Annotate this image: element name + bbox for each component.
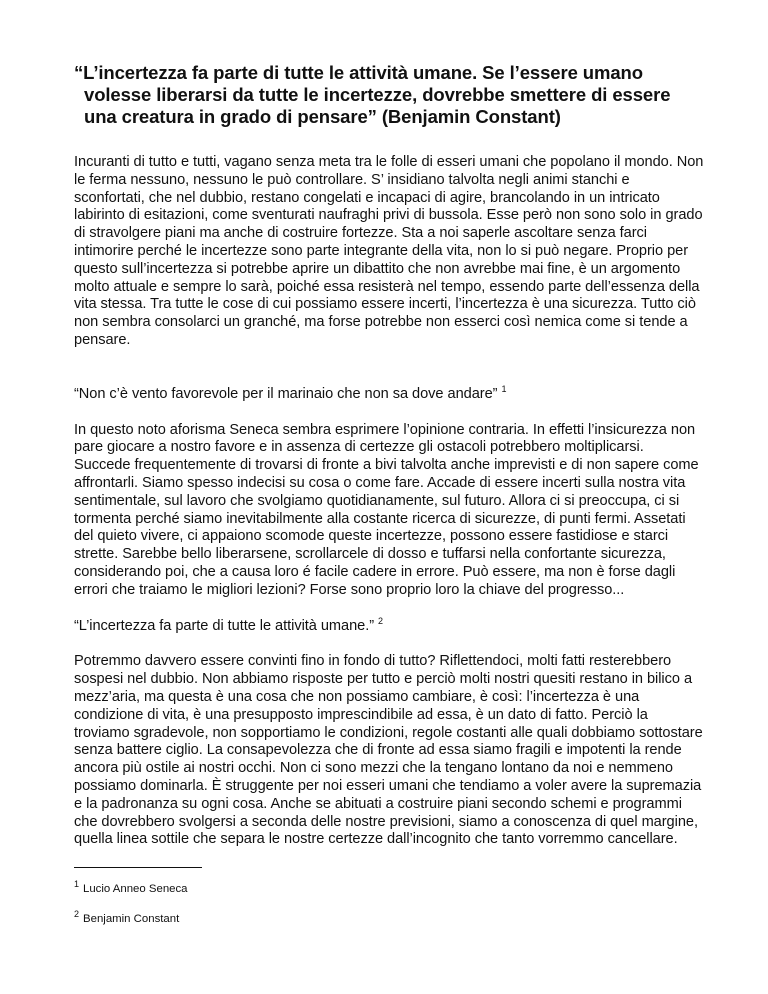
quote-constant-text: “L’incertezza fa parte di tutte le attività umane.” bbox=[74, 617, 375, 634]
footnote-2-text: Benjamin Constant bbox=[83, 913, 180, 926]
quote-constant bbox=[74, 615, 704, 636]
footnote-divider bbox=[74, 867, 202, 868]
footnote-2-number: 2 bbox=[74, 909, 80, 920]
footnote-1 bbox=[74, 879, 704, 896]
quote-seneca bbox=[74, 383, 704, 404]
footnote-1-number: 1 bbox=[74, 879, 80, 890]
footnote-ref-2[interactable]: 2 bbox=[378, 615, 384, 626]
footnote-ref-1[interactable]: 1 bbox=[501, 383, 507, 394]
paragraph-2: In questo noto aforisma Seneca sembra esprimere l’opinione contraria. In effetti l’insicurezza non pare giocare a nostro favore e in assenza di certezze gli ostacoli potrebbero moltiplicarsi. Succede frequentemente di trovarsi di fronte a bivi talvolta anche imprevisti e di non sapere come affrontarli. Siamo spesso indecisi su cosa o come fare. Accade di essere incerti sulla nostra vita sentimentale, sul lavoro che svolgiamo quotidianamente, sul futuro. Allora ci si preoccupa, ci si tormenta perché siamo inevitabilmente alla costante ricerca di sicurezze, di punti fermi. Assetati del quieto vivere, ci appaiono scomode queste incertezze, possono essere fastidiose e starci strette. Sarebbe bello liberarsene, scrollarcele di dosso e tuffarsi nella confortante sicurezza, considerando poi, che a causa loro é facile cadere in errore. Può essere, ma non è forse dagli errori che traiamo le migliori lezioni? Forse sono proprio loro la chiave del progresso... bbox=[74, 421, 699, 598]
paragraph-1: Incuranti di tutto e tutti, vagano senza meta tra le folle di esseri umani che popolano il mondo. Non le ferma nessuno, nessuno le può controllare. S’ insidiano talvolta negli animi stanchi e sconfortati, che nel dubbio, restano congelati e incapaci di agire, brancolando in un intricato labirinto di esitazioni, come sventurati naufraghi privi di bussola. Esse però non sono solo in grado di stravolgere piani ma anche di costruire fortezze. Sta a noi saperle ascoltare senza farci intimorire perché le incertezze sono parte integrante della vita, non lo si può negare. Proprio per questo sull’incertezza si potrebbe aprire un dibattito che non avrebbe mai fine, è un argomento molto attuale e sempre lo sarà, poiché essa resisterà nel tempo, essendo parte dell’essenza della vita stessa. Tra tutte le cose di cui possiamo essere incerti, l’incertezza è una sicurezza. Tutto ciò non sembra consolarci un granché, ma forse potrebbe non esserci così nemica come si tende a pensare. bbox=[74, 154, 704, 348]
document-page bbox=[74, 62, 704, 942]
essay-title: “L’incertezza fa parte di tutte le attività umane. Se l’essere umano volesse liberarsi da tutte le incertezze, dovrebbe smettere di essere una creatura in grado di pensare” (Benjamin Constant) bbox=[74, 62, 671, 127]
footnote-1-text: Lucio Anneo Seneca bbox=[83, 883, 188, 896]
footnote-2 bbox=[74, 909, 704, 926]
paragraph-3: Potremmo davvero essere convinti fino in fondo di tutto? Riflettendoci, molti fatti resterebbero sospesi nel dubbio. Non abbiamo risposte per tutto e perciò molti nostri quesiti restano in bilico a mezz’aria, ma questa è una cosa che non possiamo cambiare, è così: l’incertezza è una condizione di vita, è una presupposto imprescindibile ad essa, è un dato di fatto. Perciò la troviamo sgradevole, non sopportiamo le condizioni, regole costanti alle quali dobbiamo sottostare senza battere ciglio. La consapevolezza che di fronte ad essa siamo fragili e impotenti la rende ancora più ostile ai nostri occhi. Non ci sono mezzi che la tengano lontano da noi e nemmeno possiamo dominarla. È struggente per noi esseri umani che tendiamo a voler avere la supremazia e la padronanza su ogni cosa. Anche se abituati a costruire piani secondo schemi e programmi che dovrebbero svolgersi a seconda delle nostre previsioni, siamo a conoscenza di quel margine, quella linea sottile che separa le nostre certezze dall’incognito che tanto vorremmo cancellare. bbox=[74, 653, 703, 848]
quote-seneca-text: “Non c’è vento favorevole per il marinaio che non sa dove andare” bbox=[74, 385, 498, 402]
